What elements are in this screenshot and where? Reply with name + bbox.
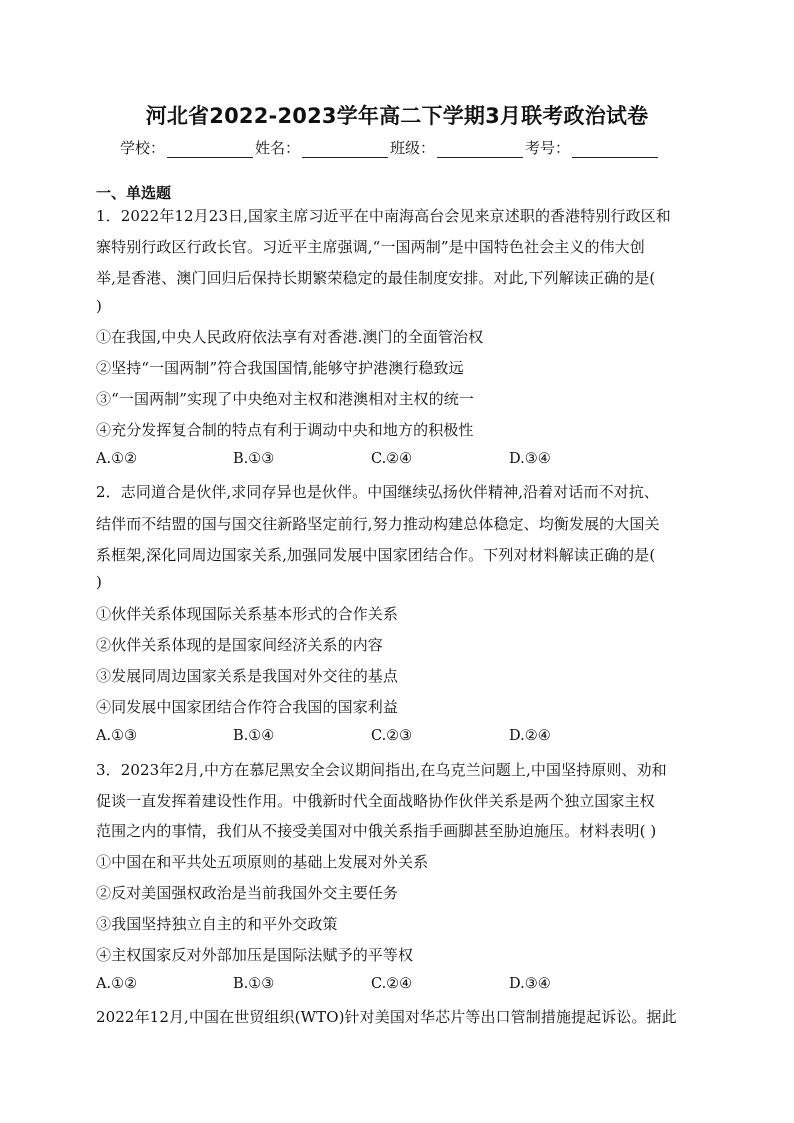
q3-option-b[interactable]: B.①③ <box>233 976 275 992</box>
q3-statement: ④主权国家反对外部加压是国际法赋予的平等权 <box>96 946 414 964</box>
q3-option-a[interactable]: A.①② <box>96 976 138 992</box>
q2-statement: ①伙伴关系体现国际关系基本形式的合作关系 <box>96 605 399 623</box>
class-label: 班级： <box>390 139 436 157</box>
q3-option-d[interactable]: D.③④ <box>509 976 551 992</box>
class-blank[interactable] <box>437 141 523 158</box>
q1-stem-line: 举,是香港、澳门回归后保持长期繁荣稳定的最佳制度安排。对此,下列解读正确的是( <box>96 269 656 287</box>
q2-option-d[interactable]: D.②④ <box>509 728 551 744</box>
name-blank[interactable] <box>302 141 388 158</box>
name-label: 姓名： <box>255 139 301 157</box>
q3-stem-line: 3．2023年2月,中方在慕尼黑安全会议期间指出,在乌克兰问题上,中国坚持原则、劝和 <box>96 761 667 779</box>
q3-statement: ②反对美国强权政治是当前我国外交主要任务 <box>96 884 399 902</box>
q3-statement: ③我国坚持独立自主的和平外交政策 <box>96 915 338 933</box>
exam-no-label: 考号： <box>525 139 571 157</box>
q4-stem-line: 2022年12月,中国在世贸组织(WTO)针对美国对华芯片等出口管制措施提起诉讼。据此 <box>96 1008 677 1026</box>
q1-option-c[interactable]: C.②④ <box>371 451 413 467</box>
q1-option-b[interactable]: B.①③ <box>233 451 275 467</box>
q2-option-c[interactable]: C.②③ <box>371 728 413 744</box>
q1-stem-line: 1．2022年12月23日,国家主席习近平在中南海高台会见来京述职的香港特别行政区和 <box>96 207 671 225</box>
school-label: 学校： <box>120 139 166 157</box>
q1-statement: ④充分发挥复合制的特点有利于调动中央和地方的积极性 <box>96 421 474 439</box>
q2-option-a[interactable]: A.①③ <box>96 728 138 744</box>
q1-option-a[interactable]: A.①② <box>96 451 138 467</box>
q1-statement: ①在我国,中央人民政府依法享有对香港.澳门的全面管治权 <box>96 328 484 346</box>
q2-statement: ④同发展中国家团结合作符合我国的国家利益 <box>96 698 399 716</box>
q2-stem-line: 2．志同道合是伙伴,求同存异也是伙伴。中国继续弘扬伙伴精神,沿着对话而不对抗、 <box>96 483 659 501</box>
q1-option-d[interactable]: D.③④ <box>509 451 551 467</box>
q1-statement: ③“一国两制”实现了中央绝对主权和港澳相对主权的统一 <box>96 390 474 408</box>
exam-title: 河北省2022-2023学年高二下学期3月联考政治试卷 <box>145 104 649 128</box>
section-title: 一、单选题 <box>96 184 172 202</box>
q1-stem-line: ) <box>96 297 102 315</box>
q2-stem-line: 结伴而不结盟的国与国交往新路坚定前行,努力推动构建总体稳定、均衡发展的大国关 <box>96 515 660 533</box>
q2-stem-line: 系框架,深化同周边国家关系,加强同发展中国家团结合作。下列对材料解读正确的是( <box>96 546 656 564</box>
q3-option-c[interactable]: C.②④ <box>371 976 413 992</box>
exam-no-blank[interactable] <box>572 141 658 158</box>
q2-statement: ③发展同周边国家关系是我国对外交往的基点 <box>96 667 399 685</box>
q2-option-b[interactable]: B.①④ <box>233 728 275 744</box>
q3-statement: ①中国在和平共处五项原则的基础上发展对外关系 <box>96 853 429 871</box>
q2-stem-line: ) <box>96 573 102 591</box>
q3-stem-line: 促谈一直发挥着建设性作用。中俄新时代全面战略协作伙伴关系是两个独立国家主权 <box>96 792 655 810</box>
q2-statement: ②伙伴关系体现的是国家间经济关系的内容 <box>96 636 383 654</box>
q1-statement: ②坚持“一国两制”符合我国国情,能够守护港澳行稳致远 <box>96 359 464 377</box>
student-info-row <box>120 137 660 158</box>
q1-stem-line: 寨特别行政区行政长官。习近平主席强调,“一国两制”是中国特色社会主义的伟大创 <box>96 238 645 256</box>
q3-stem-line: 范围之内的事情，我们从不接受美国对中俄关系指手画脚甚至胁迫施压。材料表明( ) <box>96 822 657 840</box>
school-blank[interactable] <box>167 141 253 158</box>
